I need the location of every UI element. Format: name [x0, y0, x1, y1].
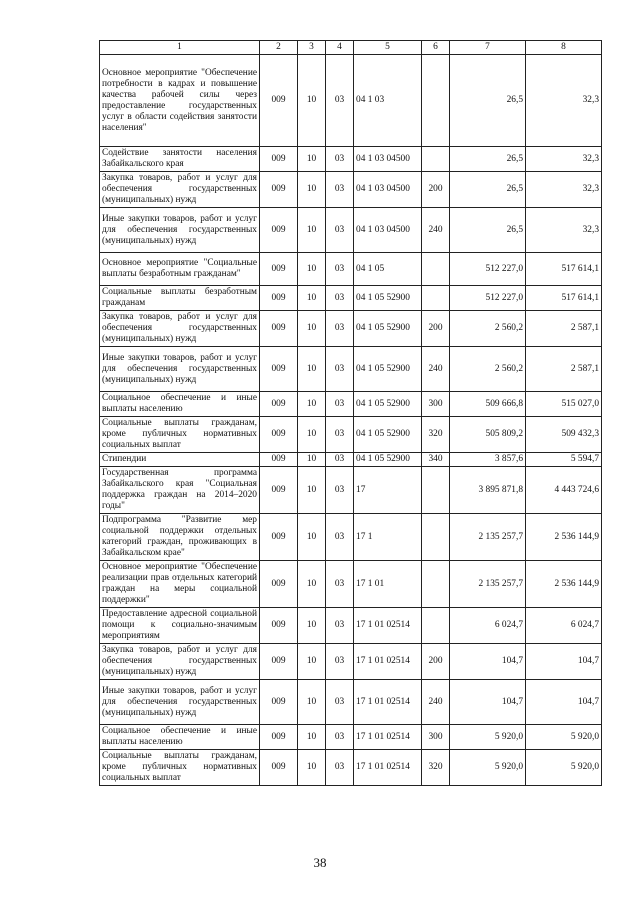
- row-description: Социальные выплаты гражданам, кроме публичных нормативных социальных выплат: [100, 417, 260, 453]
- row-code-ministry: 009: [260, 392, 298, 417]
- row-amount-year2: 32,3: [526, 55, 602, 147]
- row-amount-year1: 512 227,0: [450, 286, 526, 311]
- table-row: [100, 608, 602, 644]
- row-target-article: 04 1 03: [354, 55, 422, 147]
- row-amount-year1: 104,7: [450, 644, 526, 680]
- row-code-ministry: 009: [260, 417, 298, 453]
- column-header-5: 5: [354, 41, 422, 55]
- row-target-article: 04 1 05 52900: [354, 417, 422, 453]
- column-header-6: 6: [422, 41, 450, 55]
- row-code-subsection: 03: [326, 55, 354, 147]
- row-code-section: 10: [298, 253, 326, 286]
- row-code-subsection: 03: [326, 750, 354, 786]
- table-row: [100, 208, 602, 253]
- row-code-section: 10: [298, 725, 326, 750]
- row-description: Предоставление адресной социальной помощи к социально-значимым мероприятиям: [100, 608, 260, 644]
- row-amount-year1: 3 857,6: [450, 453, 526, 467]
- row-code-ministry: 009: [260, 253, 298, 286]
- row-code-section: 10: [298, 608, 326, 644]
- row-code-section: 10: [298, 680, 326, 725]
- table-row: [100, 347, 602, 392]
- row-amount-year1: 3 895 871,8: [450, 467, 526, 514]
- table-row: [100, 514, 602, 561]
- row-description: Иные закупки товаров, работ и услуг для обеспечения государственных (муниципальных) нужд: [100, 347, 260, 392]
- row-code-section: 10: [298, 750, 326, 786]
- table-row: [100, 311, 602, 347]
- row-expense-type: 240: [422, 208, 450, 253]
- row-description: Социальное обеспечение и иные выплаты населению: [100, 392, 260, 417]
- row-expense-type: 340: [422, 453, 450, 467]
- row-code-subsection: 03: [326, 561, 354, 608]
- row-target-article: 17 1 01 02514: [354, 750, 422, 786]
- row-amount-year2: 5 594,7: [526, 453, 602, 467]
- row-code-section: 10: [298, 147, 326, 172]
- table-row: [100, 725, 602, 750]
- table-body: [100, 55, 602, 786]
- row-code-subsection: 03: [326, 347, 354, 392]
- row-amount-year2: 2 536 144,9: [526, 561, 602, 608]
- row-code-ministry: 009: [260, 644, 298, 680]
- row-code-section: 10: [298, 208, 326, 253]
- row-amount-year1: 5 920,0: [450, 725, 526, 750]
- row-expense-type: [422, 55, 450, 147]
- table-row: [100, 644, 602, 680]
- row-code-section: 10: [298, 347, 326, 392]
- row-amount-year2: 5 920,0: [526, 725, 602, 750]
- row-description: Государственная программа Забайкальского края "Социальная поддержка граждан на 2014–2020 годы": [100, 467, 260, 514]
- row-expense-type: 320: [422, 750, 450, 786]
- row-code-ministry: 009: [260, 453, 298, 467]
- row-amount-year2: 104,7: [526, 680, 602, 725]
- row-target-article: 17 1 01 02514: [354, 725, 422, 750]
- row-code-section: 10: [298, 644, 326, 680]
- row-code-section: 10: [298, 453, 326, 467]
- row-expense-type: 200: [422, 172, 450, 208]
- column-header-1: 1: [100, 41, 260, 55]
- row-amount-year1: 512 227,0: [450, 253, 526, 286]
- row-code-subsection: 03: [326, 608, 354, 644]
- row-code-subsection: 03: [326, 311, 354, 347]
- row-amount-year2: 5 920,0: [526, 750, 602, 786]
- row-amount-year1: 26,5: [450, 147, 526, 172]
- row-code-ministry: 009: [260, 608, 298, 644]
- budget-table: [99, 40, 602, 786]
- row-amount-year2: 515 027,0: [526, 392, 602, 417]
- row-description: Социальные выплаты безработным гражданам: [100, 286, 260, 311]
- row-amount-year1: 2 135 257,7: [450, 514, 526, 561]
- row-amount-year2: 517 614,1: [526, 286, 602, 311]
- row-description: Подпрограмма "Развитие мер социальной поддержки отдельных категорий граждан, проживающих в Забайкальском крае": [100, 514, 260, 561]
- row-description: Социальное обеспечение и иные выплаты населению: [100, 725, 260, 750]
- row-target-article: 04 1 05 52900: [354, 392, 422, 417]
- row-expense-type: 320: [422, 417, 450, 453]
- row-code-ministry: 009: [260, 347, 298, 392]
- row-target-article: 04 1 03 04500: [354, 208, 422, 253]
- row-code-subsection: 03: [326, 392, 354, 417]
- row-amount-year2: 517 614,1: [526, 253, 602, 286]
- row-code-ministry: 009: [260, 286, 298, 311]
- row-description: Содействие занятости населения Забайкальского края: [100, 147, 260, 172]
- table-row: [100, 680, 602, 725]
- row-amount-year1: 2 560,2: [450, 347, 526, 392]
- row-code-section: 10: [298, 55, 326, 147]
- row-amount-year2: 104,7: [526, 644, 602, 680]
- row-code-subsection: 03: [326, 467, 354, 514]
- row-amount-year1: 5 920,0: [450, 750, 526, 786]
- row-amount-year1: 26,5: [450, 208, 526, 253]
- page-number: 38: [313, 855, 327, 870]
- row-expense-type: [422, 561, 450, 608]
- row-code-section: 10: [298, 467, 326, 514]
- row-target-article: 04 1 05 52900: [354, 453, 422, 467]
- row-expense-type: [422, 467, 450, 514]
- row-amount-year1: 26,5: [450, 55, 526, 147]
- table-row: [100, 286, 602, 311]
- row-amount-year1: 509 666,8: [450, 392, 526, 417]
- row-expense-type: [422, 286, 450, 311]
- row-code-ministry: 009: [260, 311, 298, 347]
- row-code-ministry: 009: [260, 147, 298, 172]
- row-code-ministry: 009: [260, 750, 298, 786]
- row-description: Закупка товаров, работ и услуг для обеспечения государственных (муниципальных) нужд: [100, 172, 260, 208]
- row-amount-year2: 6 024,7: [526, 608, 602, 644]
- row-code-ministry: 009: [260, 680, 298, 725]
- row-target-article: 17 1 01 02514: [354, 608, 422, 644]
- row-amount-year1: 6 024,7: [450, 608, 526, 644]
- row-code-ministry: 009: [260, 208, 298, 253]
- column-header-7: 7: [450, 41, 526, 55]
- row-target-article: 17: [354, 467, 422, 514]
- row-expense-type: [422, 514, 450, 561]
- column-header-4: 4: [326, 41, 354, 55]
- row-description: Иные закупки товаров, работ и услуг для обеспечения государственных (муниципальных) нужд: [100, 208, 260, 253]
- row-target-article: 04 1 05 52900: [354, 347, 422, 392]
- row-amount-year1: 2 560,2: [450, 311, 526, 347]
- row-code-subsection: 03: [326, 514, 354, 561]
- row-expense-type: 300: [422, 725, 450, 750]
- row-description: Основное мероприятие "Социальные выплаты безработным гражданам": [100, 253, 260, 286]
- row-code-section: 10: [298, 392, 326, 417]
- row-amount-year1: 505 809,2: [450, 417, 526, 453]
- column-header-2: 2: [260, 41, 298, 55]
- row-code-section: 10: [298, 172, 326, 208]
- table-row: [100, 453, 602, 467]
- row-code-ministry: 009: [260, 725, 298, 750]
- row-code-ministry: 009: [260, 55, 298, 147]
- table-row: [100, 55, 602, 147]
- row-amount-year2: 509 432,3: [526, 417, 602, 453]
- row-target-article: 04 1 03 04500: [354, 172, 422, 208]
- row-code-section: 10: [298, 286, 326, 311]
- row-amount-year1: 104,7: [450, 680, 526, 725]
- row-expense-type: [422, 253, 450, 286]
- row-code-subsection: 03: [326, 680, 354, 725]
- table-row: [100, 561, 602, 608]
- table-row: [100, 172, 602, 208]
- row-amount-year1: 26,5: [450, 172, 526, 208]
- table-row: [100, 147, 602, 172]
- row-target-article: 04 1 05 52900: [354, 311, 422, 347]
- row-code-section: 10: [298, 561, 326, 608]
- row-code-subsection: 03: [326, 286, 354, 311]
- row-code-subsection: 03: [326, 453, 354, 467]
- row-amount-year2: 2 587,1: [526, 311, 602, 347]
- row-code-ministry: 009: [260, 561, 298, 608]
- row-code-subsection: 03: [326, 172, 354, 208]
- column-header-8: 8: [526, 41, 602, 55]
- header-row: [100, 41, 602, 55]
- row-expense-type: 240: [422, 347, 450, 392]
- row-description: Социальные выплаты гражданам, кроме публичных нормативных социальных выплат: [100, 750, 260, 786]
- row-code-subsection: 03: [326, 417, 354, 453]
- table-row: [100, 467, 602, 514]
- row-code-section: 10: [298, 514, 326, 561]
- row-target-article: 04 1 03 04500: [354, 147, 422, 172]
- row-description: Иные закупки товаров, работ и услуг для обеспечения государственных (муниципальных) нужд: [100, 680, 260, 725]
- row-code-subsection: 03: [326, 644, 354, 680]
- table-row: [100, 253, 602, 286]
- row-target-article: 17 1 01 02514: [354, 644, 422, 680]
- row-code-subsection: 03: [326, 725, 354, 750]
- row-expense-type: [422, 608, 450, 644]
- row-amount-year1: 2 135 257,7: [450, 561, 526, 608]
- row-code-ministry: 009: [260, 172, 298, 208]
- row-target-article: 17 1 01: [354, 561, 422, 608]
- row-description: Основное мероприятие "Обеспечение потребности в кадрах и повышение качества рабочей силы через предоставление государственных услуг в области содействия занятости населения": [100, 55, 260, 147]
- table-row: [100, 392, 602, 417]
- row-target-article: 04 1 05: [354, 253, 422, 286]
- row-code-subsection: 03: [326, 208, 354, 253]
- row-code-ministry: 009: [260, 514, 298, 561]
- row-code-ministry: 009: [260, 467, 298, 514]
- row-code-subsection: 03: [326, 253, 354, 286]
- row-expense-type: 240: [422, 680, 450, 725]
- row-description: Основное мероприятие "Обеспечение реализации прав отдельных категорий граждан на меры социальной поддержки": [100, 561, 260, 608]
- row-description: Закупка товаров, работ и услуг для обеспечения государственных (муниципальных) нужд: [100, 311, 260, 347]
- row-expense-type: 300: [422, 392, 450, 417]
- table-row: [100, 750, 602, 786]
- row-target-article: 17 1: [354, 514, 422, 561]
- row-amount-year2: 2 587,1: [526, 347, 602, 392]
- row-expense-type: 200: [422, 644, 450, 680]
- row-expense-type: 200: [422, 311, 450, 347]
- row-target-article: 04 1 05 52900: [354, 286, 422, 311]
- row-code-section: 10: [298, 311, 326, 347]
- row-amount-year2: 4 443 724,6: [526, 467, 602, 514]
- row-description: Стипендии: [100, 453, 260, 467]
- row-description: Закупка товаров, работ и услуг для обеспечения государственных (муниципальных) нужд: [100, 644, 260, 680]
- column-header-3: 3: [298, 41, 326, 55]
- row-amount-year2: 2 536 144,9: [526, 514, 602, 561]
- row-expense-type: [422, 147, 450, 172]
- row-amount-year2: 32,3: [526, 208, 602, 253]
- row-code-subsection: 03: [326, 147, 354, 172]
- row-amount-year2: 32,3: [526, 172, 602, 208]
- row-amount-year2: 32,3: [526, 147, 602, 172]
- row-target-article: 17 1 01 02514: [354, 680, 422, 725]
- row-code-section: 10: [298, 417, 326, 453]
- table-row: [100, 417, 602, 453]
